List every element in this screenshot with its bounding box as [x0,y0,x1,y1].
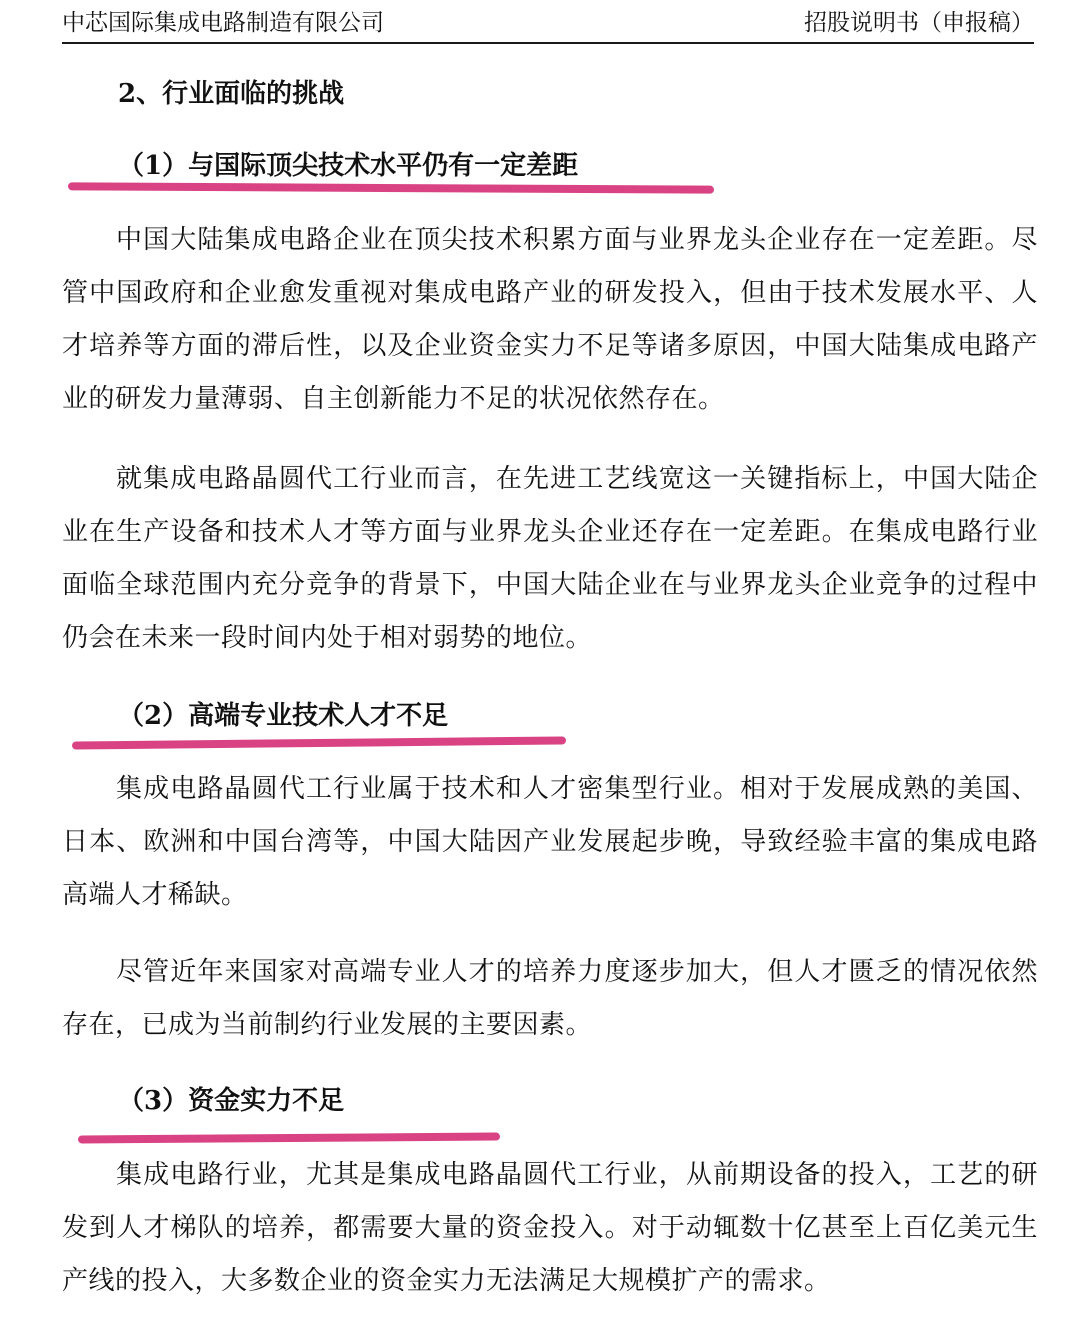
subsection-1-paragraph-2: 就集成电路晶圆代工行业而言，在先进工艺线宽这一关键指标上，中国大陆企业在生产设备和技术人才等方面与业界龙头企业还存在一定差距。在集成电路行业面临全球范围内充分竞争的背景下，中国大陆企业在与业界龙头企业竞争的过程中仍会在未来一段时间内处于相对弱势的地位。 [62,464,1038,653]
subsection-1-paragraph-1: 中国大陆集成电路企业在顶尖技术积累方面与业界龙头企业存在一定差距。尽管中国政府和企业愈发重视对集成电路产业的研发投入，但由于技术发展水平、人才培养等方面的滞后性，以及企业资金实力不足等诸多原因，中国大陆集成电路产业的研发力量薄弱、自主创新能力不足的状况依然存在。 [62,225,1038,414]
subsection-2-paragraph-2: 尽管近年来国家对高端专业人才的培养力度逐步加大，但人才匮乏的情况依然存在，已成为当前制约行业发展的主要因素。 [62,957,1038,1040]
header-document-type: 招股说明书（申报稿） [804,10,1034,36]
highlight-underline-3 [78,1133,500,1144]
subsection-3-heading: （3）资金实力不足 [118,1086,345,1116]
subsection-2-paragraph-1: 集成电路晶圆代工行业属于技术和人才密集型行业。相对于发展成熟的美国、日本、欧洲和中国台湾等，中国大陆因产业发展起步晚，导致经验丰富的集成电路高端人才稀缺。 [62,774,1038,910]
highlight-underline-1 [68,182,714,193]
page-header [62,6,1034,40]
header-divider [62,42,1034,44]
subsection-2-heading: （2）高端专业技术人才不足 [118,701,449,731]
highlight-underline-2 [72,736,566,749]
header-company-name: 中芯国际集成电路制造有限公司 [62,10,384,36]
subsection-1-heading: （1）与国际顶尖技术水平仍有一定差距 [118,151,579,181]
section-title: 2、行业面临的挑战 [118,79,345,109]
subsection-3-paragraph-1: 集成电路行业，尤其是集成电路晶圆代工行业，从前期设备的投入，工艺的研发到人才梯队的培养，都需要大量的资金投入。对于动辄数十亿甚至上百亿美元生产线的投入，大多数企业的资金实力无法满足大规模扩产的需求。 [62,1160,1038,1296]
